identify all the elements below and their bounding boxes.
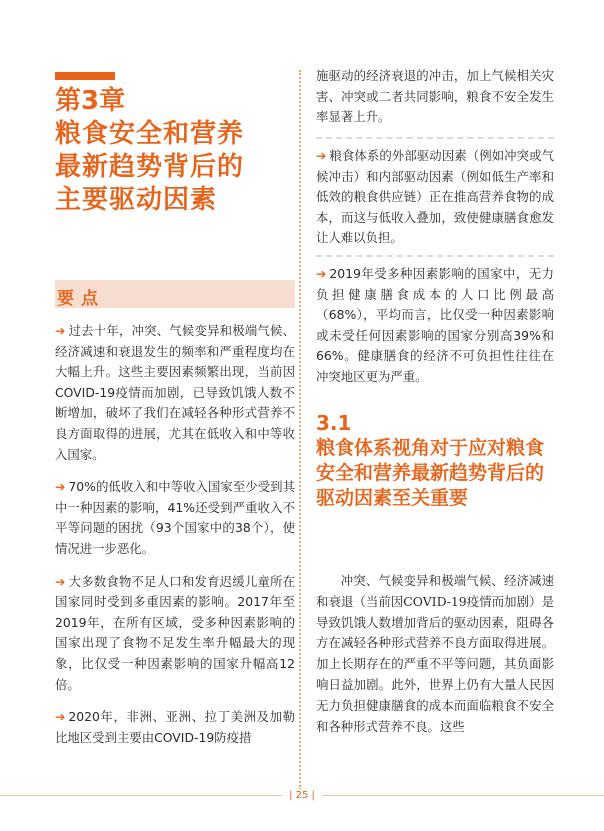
key-point-text: 70%的低收入和中等收入国家至少受到其中一种因素的影响，41%还受到严重收入不平等问题的困扰（93个国家中的38个），使情况进一步恶化。 (55, 479, 295, 556)
key-point-text: 2019年受多种因素影响的国家中，无力负担健康膳食成本的人口比例最高（68%），平均而言，比仅受一种因素影响或未受任何因素影响的国家分别高39%和66%。健康膳食的经济不可负担性往往在冲突地区更为严重。 (316, 266, 554, 384)
column-divider (299, 70, 302, 790)
page-number: | 25 | (282, 789, 322, 803)
key-point-text: 大多数食物不足人口和发育迟缓儿童所在国家同时受到多重因素的影响。2017年至2019年，在所有区域，受多种因素影响的国家出现了食物不足发生率升幅最大的现象，比仅受一种因素影响的国家升幅高12倍。 (55, 573, 295, 692)
arrow-right-icon: ➔ (55, 323, 66, 338)
key-points-label: 要点 (57, 289, 105, 309)
key-point-item (55, 707, 295, 748)
arrow-right-icon: ➔ (316, 148, 327, 163)
key-point-text: 粮食体系的外部驱动因素（例如冲突或气候冲击）和内部驱动因素（例如低生产率和低效的粮食供应链）正在推高营养食物的成本，而这与低收入叠加，致使健康膳食愈发让人难以负担。 (316, 148, 554, 246)
page-number-value: 25 (295, 790, 309, 801)
arrow-right-icon: ➔ (316, 266, 327, 281)
key-point-item (316, 264, 554, 388)
chapter-title-line: 粮食安全和营养 (55, 119, 245, 149)
chapter-number: 第3章 (55, 86, 126, 116)
key-point-item (316, 146, 554, 249)
body-paragraph: 冲突、气候变异和极端气候、经济减速和衰退（当前因COVID-19疫情而加剧）是导致饥饿人数增加背后的驱动因素，阻碍各方在减轻各种形式营养不良方面取得进展。加上长期存在的严重不平等问题，其负面影响日益加剧。此外，世界上仍有大量人民因无力负担健康膳食的成本而面临粮食不安全和各种形式营养不良。这些 (316, 573, 554, 734)
chapter-title (55, 118, 295, 217)
key-point-item (55, 477, 295, 559)
key-point-continuation: 施驱动的经济衰退的冲击，加上气候相关灾害、冲突或二者共同影响，粮食不安全发生率显著上升。 (316, 68, 554, 125)
arrow-right-icon: ➔ (55, 479, 66, 495)
section-number: 3.1 (316, 411, 352, 435)
chapter-title-line: 最新趋势背后的 (55, 152, 245, 182)
arrow-right-icon: ➔ (55, 709, 66, 725)
arrow-right-icon: ➔ (55, 573, 66, 589)
key-point-text: 2020年，非洲、亚洲、拉丁美洲及加勒比地区受到主要由COVID-19防疫措 (55, 709, 295, 745)
key-points-list (55, 321, 295, 760)
key-point-item (55, 572, 295, 696)
key-point-text: 过去十年，冲突、气候变异和极端气候、经济减速和衰退发生的频率和严重程度均在大幅上升。这些主要因素频繁出现，当前因COVID-19疫情而加剧，已导致饥饿人数不断增加，破坏了我们在减轻各种形式营养不良方面取得的进展，尤其在低收入和中等收入国家。 (55, 323, 295, 462)
chapter-accent-bar (55, 72, 115, 80)
key-point-item (55, 321, 295, 465)
item-separator (316, 137, 554, 139)
section-title: 粮食体系视角对于应对粮食安全和营养最新趋势背后的驱动因素至关重要 (316, 437, 545, 509)
chapter-title-line: 主要驱动因素 (55, 185, 218, 215)
item-separator (316, 255, 554, 257)
